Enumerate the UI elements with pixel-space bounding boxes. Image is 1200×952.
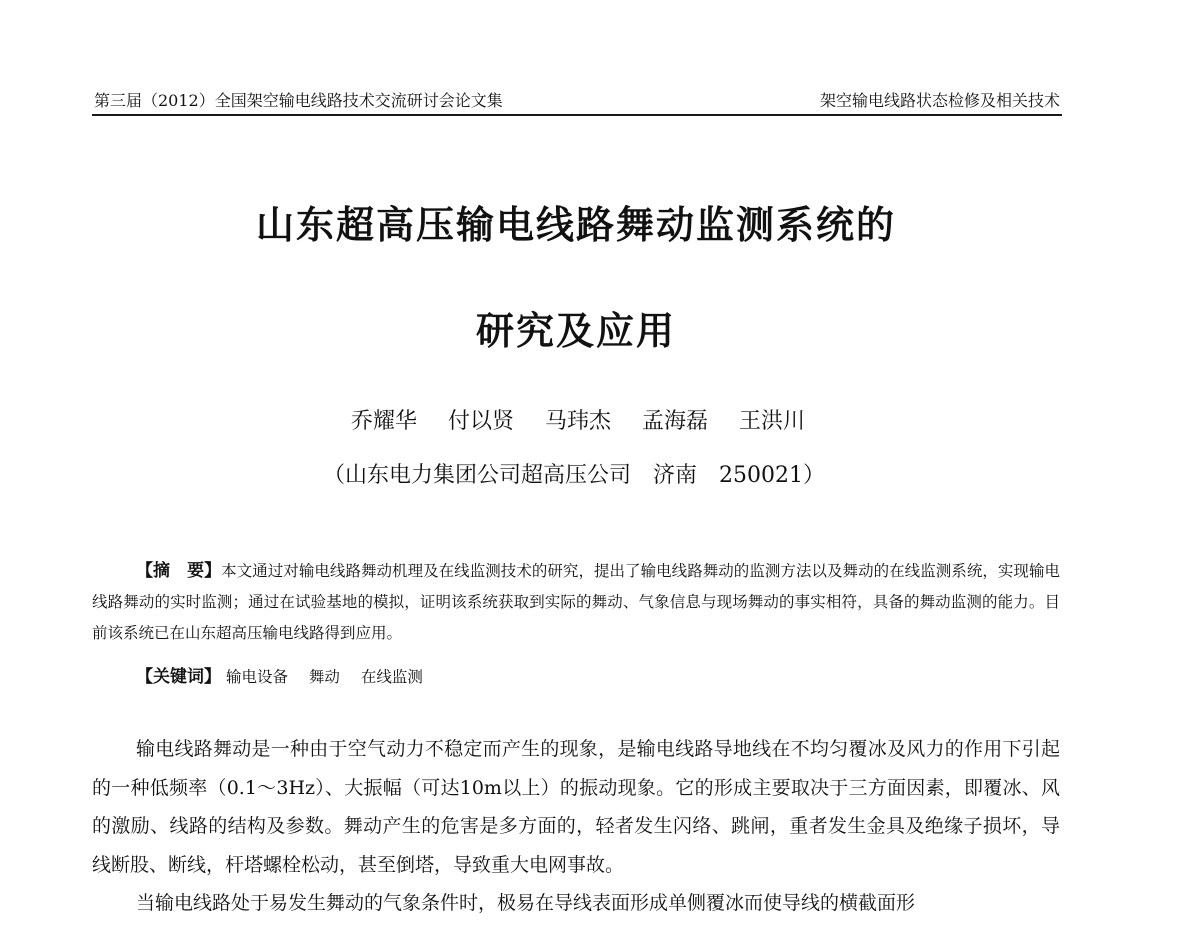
keywords — [136, 662, 439, 687]
keywords-label: 【关键词】 — [136, 667, 221, 687]
body-paragraph: 当输电线路处于易发生舞动的气象条件时，极易在导线表面形成单侧覆冰而使导线的横截面形 — [136, 892, 916, 914]
abstract-label: 【摘 要】 — [136, 561, 222, 581]
author-list — [0, 404, 1178, 435]
keyword: 在线监测 — [360, 668, 423, 686]
header-section-title: 架空输电线路状态检修及相关技术 — [819, 91, 1060, 110]
body-paragraph: 输电线路舞动是一种由于空气动力不稳定而产生的现象，是输电线路导地线在不均匀覆冰及风力的作用下引起的一种低频率（0.1～3Hz）、大振幅（可达10m以上）的振动现象。它的形成主要取决于三方面因素，即覆冰、风的激励、线路的结构及参数。舞动产生的危害是多方面的，轻者发生闪络、跳闸，重者发生金具及绝缘子损坏，导线断股、断线，杆塔螺栓松动，甚至倒塔，导致重大电网事故。 — [92, 738, 1060, 876]
body-text — [92, 730, 1060, 923]
abstract — [92, 556, 1060, 649]
header-proceedings-title: 第三届（2012）全国架空输电线路技术交流研讨会论文集 — [94, 91, 503, 110]
author-name: 王洪川 — [739, 409, 806, 434]
author-name: 付以贤 — [447, 409, 514, 434]
abstract-text: 本文通过对输电线路舞动机理及在线监测技术的研究，提出了输电线路舞动的监测方法以及舞动的在线监测系统，实现输电线路舞动的实时监测；通过在试验基地的模拟，证明该系统获取到实际的舞动、气象信息与现场舞动的事实相符，具备的舞动监测的能力。目前该系统已在山东超高压输电线路得到应用。 — [92, 562, 1060, 642]
author-name: 马玮杰 — [544, 409, 611, 434]
affiliation: （山东电力集团公司超高压公司 济南 250021） — [323, 463, 825, 488]
paper-title-line-2: 研究及应用 — [475, 309, 676, 353]
author-name: 乔耀华 — [350, 409, 417, 434]
running-header — [92, 84, 1062, 116]
keyword: 舞动 — [308, 668, 340, 686]
author-name: 孟海磊 — [642, 409, 709, 434]
keyword: 输电设备 — [225, 668, 288, 686]
paper-title-line-1: 山东超高压输电线路舞动监测系统的 — [255, 203, 896, 247]
